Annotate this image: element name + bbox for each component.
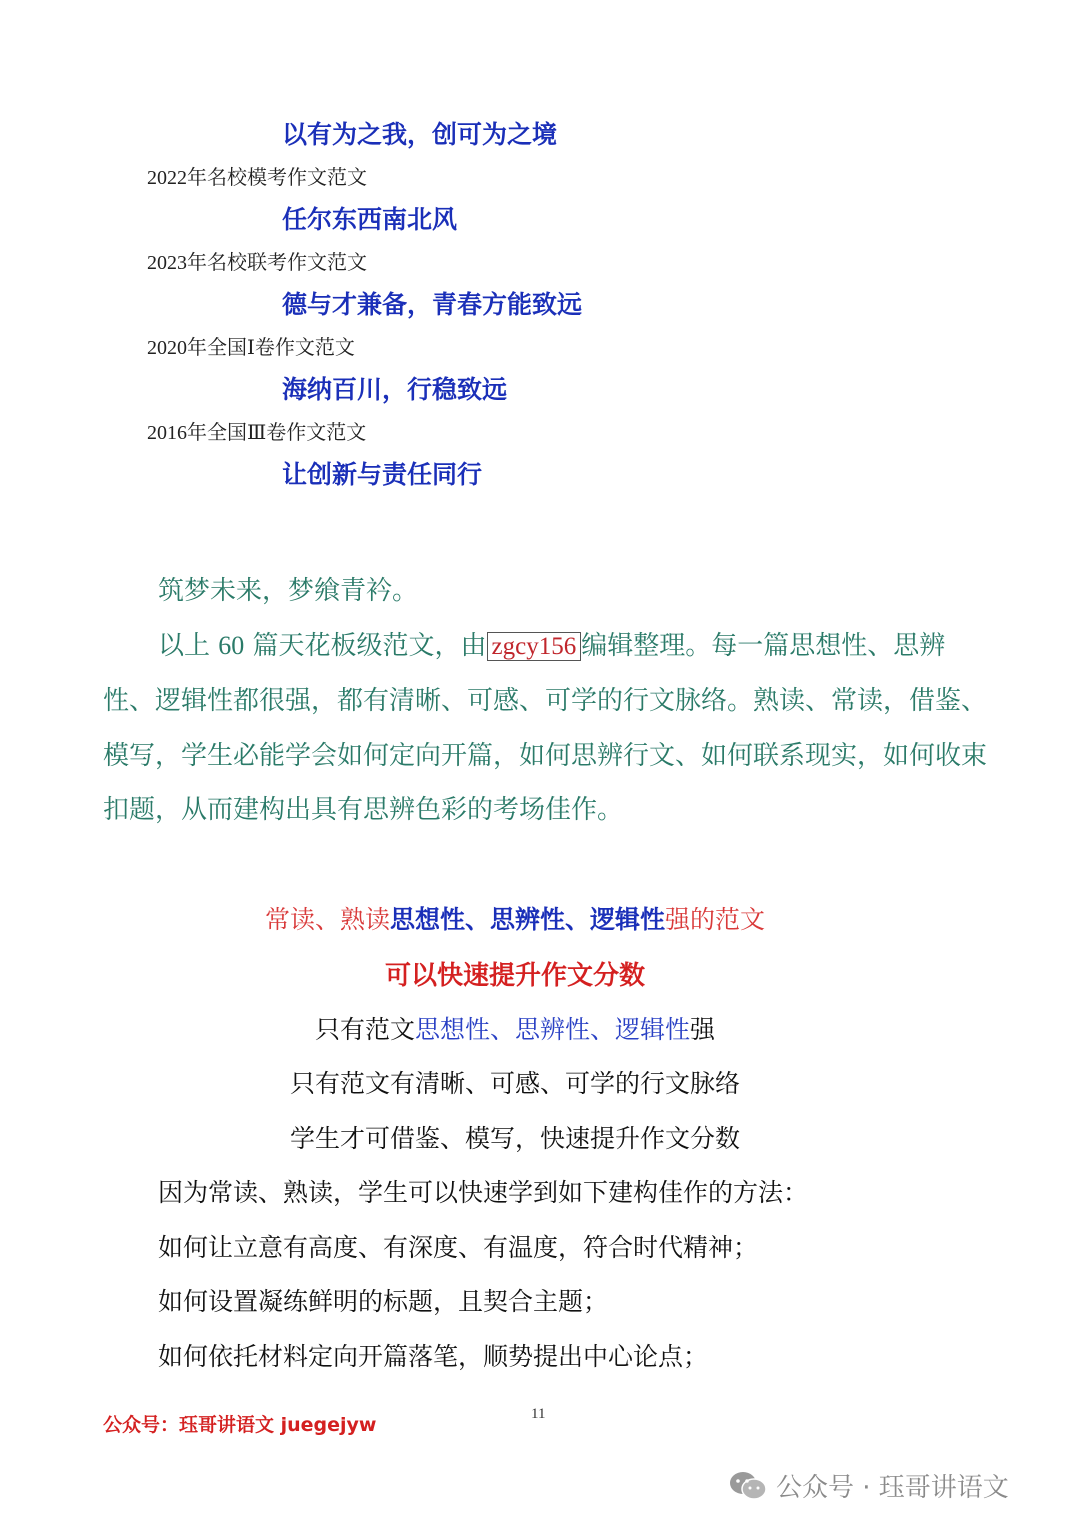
essay-source-1: 2022年名校模考作文范文 xyxy=(147,167,367,189)
essay-source-3: 2020年全国Ⅰ卷作文范文 xyxy=(147,337,355,359)
intro-paragraph xyxy=(103,619,993,838)
section-line-1 xyxy=(0,1010,1030,1046)
line1-c: 强 xyxy=(690,1015,716,1044)
method-line-1: 因为常读、熟读，学生可以快速学到如下建构佳作的方法： xyxy=(158,1178,809,1207)
essay-title-5: 让创新与责任同行 xyxy=(282,460,483,489)
line1-b: 思想性、思辨性、逻辑性 xyxy=(414,1015,690,1044)
intro-text-c: 编辑整理。每一篇思想性、思辨性、逻辑性都很强，都有清晰、可感、可学的行文脉络。熟读、常读，借鉴、模写，学生必能学会如何定向开篇，如何思辨行文、如何联系现实，如何收束扣题，从而建构出具有思辨色彩的考场佳作。 xyxy=(103,630,988,825)
intro-count: 60 xyxy=(218,630,245,660)
section-line-3: 学生才可借鉴、模写，快速提升作文分数 xyxy=(289,1124,740,1153)
section-subtitle: 可以快速提升作文分数 xyxy=(384,961,645,991)
method-line-2: 如何让立意有高度、有深度、有温度，符合时代精神； xyxy=(158,1233,759,1262)
section-title-red-1: 常读、熟读 xyxy=(264,905,390,934)
intro-block xyxy=(103,564,993,838)
intro-text-b: 篇天花板级范文，由 xyxy=(244,630,487,661)
line1-a: 只有范文 xyxy=(314,1015,415,1044)
essay-title-4: 海纳百川，行稳致远 xyxy=(282,375,508,404)
watermark-text: 公众号 · 珏哥讲语文 xyxy=(776,1473,1009,1503)
section-title xyxy=(0,900,1030,936)
method-line-4: 如何依托材料定向开篇落笔，顺势提出中心论点； xyxy=(158,1342,709,1371)
page-number: 11 xyxy=(531,1406,546,1422)
footer-account: 公众号：珏哥讲语文 juegejyw xyxy=(103,1414,377,1436)
essay-title-3: 德与才兼备，青春方能致远 xyxy=(282,290,583,319)
essay-source-4: 2016年全国Ⅲ卷作文范文 xyxy=(147,422,367,444)
section-title-red-2: 强的范文 xyxy=(665,905,766,934)
essay-title-2: 任尔东西南北风 xyxy=(282,205,458,234)
section-line-2: 只有范文有清晰、可感、可学的行文脉络 xyxy=(289,1069,740,1098)
compiler-id-box: zgcy156 xyxy=(487,632,582,661)
essay-title-1: 以有为之我，创可为之境 xyxy=(282,120,558,149)
section-title-blue: 思想性、思辨性、逻辑性 xyxy=(389,905,665,934)
watermark xyxy=(728,1467,1009,1504)
intro-text-a: 以上 xyxy=(158,630,219,661)
wechat-icon xyxy=(728,1470,768,1502)
intro-motto: 筑梦未来，梦飨青衿。 xyxy=(158,576,419,606)
method-line-3: 如何设置凝练鲜明的标题，且契合主题； xyxy=(158,1287,609,1316)
essay-source-2: 2023年名校联考作文范文 xyxy=(147,252,367,274)
